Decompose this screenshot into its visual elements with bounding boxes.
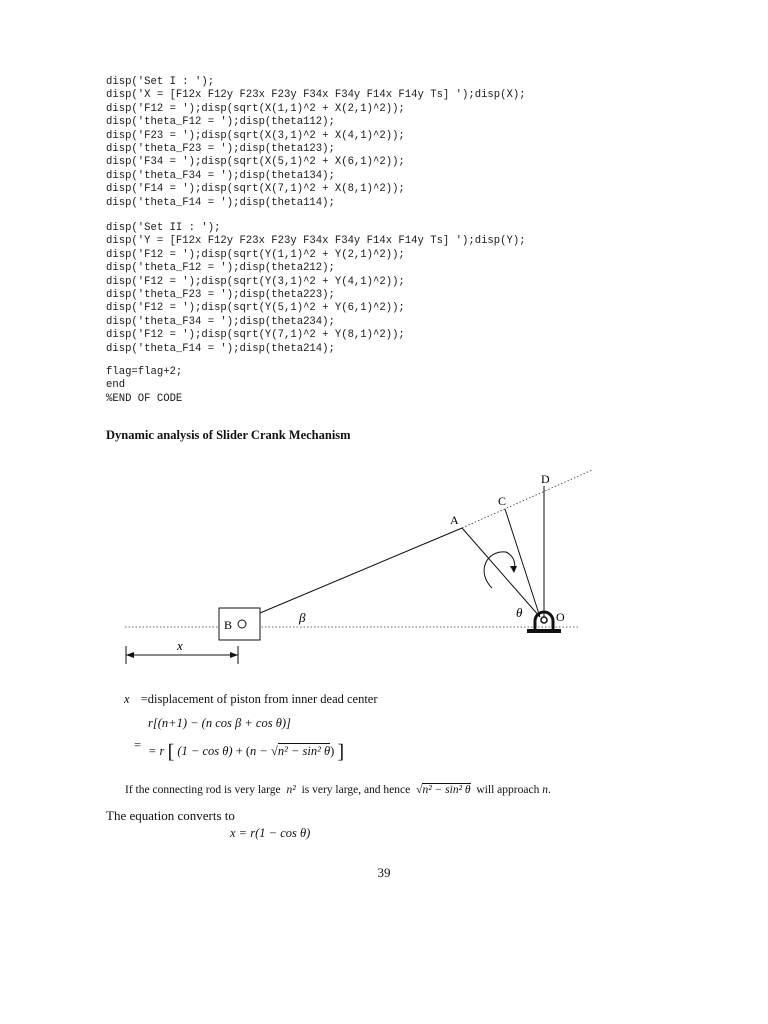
label-x: x	[177, 638, 183, 653]
definition-symbol: x	[124, 692, 130, 706]
label-d: D	[541, 472, 550, 486]
matlab-code-block-end: flag=flag+2; end %END OF CODE	[106, 366, 183, 405]
crank-arm	[462, 528, 540, 617]
section-heading: Dynamic analysis of Slider Crank Mechanism	[106, 428, 351, 442]
dimension-arrowhead-left-icon	[126, 652, 134, 658]
definition-line	[124, 692, 378, 707]
piston-pin-icon	[238, 620, 246, 628]
matlab-code-block-set-2: disp('Set II : '); disp('Y = [F12x F12y F23x F23y F34x F34y F14x F14y Ts] ');disp(Y); disp('F12 = ');disp(sqrt(Y(1,1)^2 + Y(2,1)^2)); disp('theta_F12 = ');disp(theta212); disp('F12 = ');disp(sqrt(Y(3,1)^2 + Y(4,1)^2)); disp('theta_F23 = ');disp(theta223); disp('F12 = ');disp(sqrt(Y(5,1)^2 + Y(6,1)^2)); disp('theta_F34 = ');disp(theta234); disp('F12 = ');disp(sqrt(Y(7,1)^2 + Y(8,1)^2)); disp('theta_F14 = ');disp(theta214);	[106, 222, 526, 355]
slider-crank-diagram	[0, 455, 768, 685]
eq2-n-minus: n −	[250, 744, 268, 758]
dimension-arrowhead-right-icon	[230, 652, 238, 658]
note-end: .	[547, 784, 551, 796]
label-o: O	[556, 610, 565, 624]
label-beta: β	[299, 610, 306, 625]
label-theta: θ	[516, 605, 523, 620]
label-c: C	[498, 494, 507, 508]
note-radicand: n² − sin² θ	[422, 784, 471, 796]
rotation-arrowhead-icon	[510, 566, 517, 573]
eq2-lhs: = r	[148, 744, 165, 758]
matlab-code-block-set-1: disp('Set I : '); disp('X = [F12x F12y F23x F23y F34x F34y F14x F14y Ts] ');disp(X); disp('F12 = ');disp(sqrt(X(1,1)^2 + X(2,1)^2)); disp('theta_F12 = ');disp(theta112); disp('F23 = ');disp(sqrt(X(3,1)^2 + X(4,1)^2)); disp('theta_F23 = ');disp(theta123); disp('F34 = ');disp(sqrt(X(5,1)^2 + X(6,1)^2)); disp('theta_F34 = ');disp(theta134); disp('F14 = ');disp(sqrt(X(7,1)^2 + X(8,1)^2)); disp('theta_F14 = ');disp(theta114);	[106, 76, 526, 209]
label-b: B	[224, 618, 233, 632]
note-part3: will approach	[476, 784, 540, 796]
note-line: If the connecting rod is very large n² is very large, and hence √n² − sin² θ will approach n.	[125, 784, 551, 796]
ground-base-icon	[527, 629, 561, 633]
label-a: A	[450, 513, 459, 527]
line-c-o	[505, 509, 540, 617]
connecting-rod	[260, 528, 462, 613]
eq2-plus: +	[235, 744, 243, 758]
note-part2: is very large, and hence	[301, 784, 411, 796]
equation-equals: =	[134, 738, 142, 752]
rod-extension-line	[462, 470, 592, 528]
equation-line-1: r[(n+1) − (n cos β + cos θ)]	[148, 716, 291, 730]
eq2-term1: (1 − cos θ)	[177, 744, 233, 758]
final-equation: x = r(1 − cos θ)	[230, 826, 311, 840]
converts-text: The equation converts to	[106, 808, 235, 823]
page-number: 39	[377, 865, 391, 880]
eq2-radicand: n² − sin² θ	[277, 744, 331, 758]
note-n-squared: n²	[286, 784, 296, 796]
equation-line-2: = r [ (1 − cos θ) + (n − √n² − sin² θ) ]	[148, 741, 345, 763]
note-n: n	[542, 784, 548, 796]
pivot-pin-icon	[541, 617, 547, 623]
note-part1: If the connecting rod is very large	[125, 784, 281, 796]
definition-text: =displacement of piston from inner dead center	[140, 692, 378, 706]
